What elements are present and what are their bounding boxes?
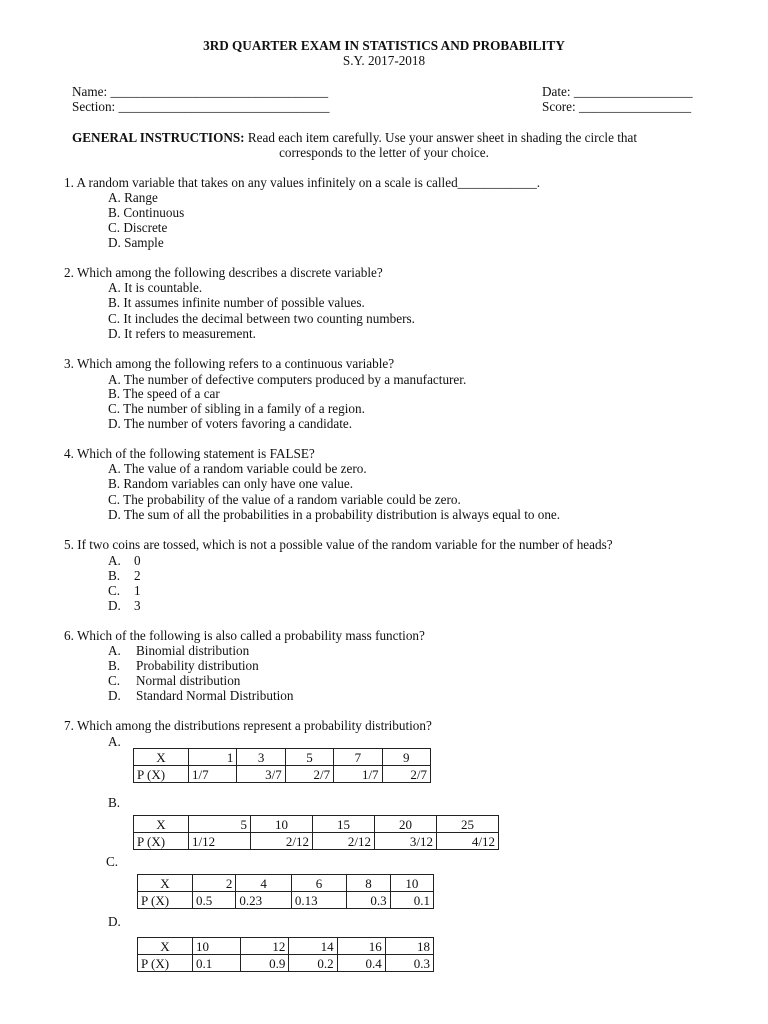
date-field: Date: __________________ (542, 84, 693, 99)
q5-choice-c (108, 583, 141, 598)
question-6-stem: 6. Which of the following is also called a probability mass function? (64, 628, 425, 643)
choice-text: Binomial distribution (136, 643, 250, 658)
q2-choice-d: D. It refers to measurement. (108, 326, 256, 341)
instructions-line2: corresponds to the letter of your choice. (279, 145, 489, 160)
q1-choice-d: D. Sample (108, 235, 164, 250)
q3-choice-b: B. The speed of a car (108, 386, 220, 401)
choice-letter: D. (108, 688, 121, 703)
p-value: 1/7 (189, 766, 237, 783)
x-value: 20 (375, 816, 437, 833)
q1-choice-c: C. Discrete (108, 220, 168, 235)
q2-choice-a: A. It is countable. (108, 280, 203, 295)
x-value: 15 (313, 816, 375, 833)
p-value: 0.3 (347, 892, 390, 909)
choice-letter: D. (108, 598, 121, 613)
x-value: 10 (390, 875, 433, 892)
x-label: X (134, 749, 189, 766)
instructions (72, 130, 637, 145)
p-value: 0.5 (193, 892, 236, 909)
p-value: 3/7 (237, 766, 285, 783)
choice-letter: B. (108, 568, 121, 583)
x-value: 4 (236, 875, 291, 892)
p-value: 0.4 (337, 955, 385, 972)
x-value: 14 (289, 938, 337, 955)
x-value: 2 (193, 875, 236, 892)
choice-text: Probability distribution (136, 658, 259, 673)
choice-letter: A. (108, 643, 121, 658)
x-value: 7 (334, 749, 382, 766)
q5-choice-d (108, 598, 141, 613)
choice-letter: A. (108, 553, 121, 568)
x-label: X (138, 875, 193, 892)
x-value: 6 (291, 875, 346, 892)
school-year: S.Y. 2017-2018 (342, 53, 426, 68)
choice-letter: C. (108, 673, 121, 688)
q7-option-c-letter: C. (106, 854, 119, 869)
section-field: Section: ________________________________ (72, 99, 330, 114)
q7-option-b-letter: B. (108, 795, 121, 810)
p-value: 2/7 (285, 766, 333, 783)
x-value: 5 (189, 816, 251, 833)
q7-table-d (137, 937, 434, 972)
x-value: 16 (337, 938, 385, 955)
q7-option-d-letter: D. (108, 914, 121, 929)
exam-title: 3RD QUARTER EXAM IN STATISTICS AND PROBABILITY (203, 38, 565, 53)
x-value: 1 (189, 749, 237, 766)
q3-choice-d: D. The number of voters favoring a candidate. (108, 416, 353, 431)
p-value: 0.2 (289, 955, 337, 972)
choice-text: 1 (134, 583, 141, 598)
question-2-stem: 2. Which among the following describes a discrete variable? (64, 265, 383, 280)
x-value: 3 (237, 749, 285, 766)
q4-choice-d: D. The sum of all the probabilities in a probability distribution is always equal to one. (108, 507, 561, 522)
p-label: P (X) (134, 833, 189, 850)
q6-choice-a (108, 643, 250, 658)
q5-choice-b (108, 568, 141, 583)
table-row-p (134, 766, 431, 783)
score-field: Score: _________________ (542, 99, 692, 114)
x-value: 25 (437, 816, 499, 833)
table-row-x (138, 938, 434, 955)
question-7-stem: 7. Which among the distributions represent a probability distribution? (64, 718, 432, 733)
choice-text: Standard Normal Distribution (136, 688, 294, 703)
p-label: P (X) (138, 892, 193, 909)
name-field: Name: _________________________________ (72, 84, 329, 99)
p-value: 1/7 (334, 766, 382, 783)
x-label: X (134, 816, 189, 833)
instructions-line1: Read each item carefully. Use your answer sheet in shading the circle that (247, 130, 637, 145)
q3-choice-c: C. The number of sibling in a family of a region. (108, 401, 365, 416)
p-value: 3/12 (375, 833, 437, 850)
choice-letter: B. (108, 658, 121, 673)
q6-choice-b (108, 658, 259, 673)
instructions-label: GENERAL INSTRUCTIONS: (72, 130, 245, 145)
question-3-stem: 3. Which among the following refers to a continuous variable? (64, 356, 395, 371)
x-value: 9 (382, 749, 430, 766)
q2-choice-b: B. It assumes infinite number of possible values. (108, 295, 365, 310)
q7-table-a (133, 748, 431, 783)
table-row-x (134, 749, 431, 766)
x-value: 5 (285, 749, 333, 766)
p-value: 4/12 (437, 833, 499, 850)
q4-choice-b: B. Random variables can only have one value. (108, 476, 353, 491)
p-value: 0.3 (385, 955, 433, 972)
p-value: 2/12 (313, 833, 375, 850)
p-value: 0.1 (390, 892, 433, 909)
question-4-stem: 4. Which of the following statement is FALSE? (64, 446, 315, 461)
q1-choice-b: B. Continuous (108, 205, 185, 220)
table-row-p (134, 833, 499, 850)
table-row-p (138, 892, 434, 909)
p-value: 2/12 (251, 833, 313, 850)
p-value: 0.13 (291, 892, 346, 909)
choice-text: 0 (134, 553, 141, 568)
x-value: 8 (347, 875, 390, 892)
q6-choice-c (108, 673, 241, 688)
q4-choice-a: A. The value of a random variable could be zero. (108, 461, 367, 476)
p-value: 2/7 (382, 766, 430, 783)
q4-choice-c: C. The probability of the value of a random variable could be zero. (108, 492, 461, 507)
question-5-stem: 5. If two coins are tossed, which is not a possible value of the random variable for the number of heads? (64, 537, 613, 552)
q7-table-c (137, 874, 434, 909)
p-value: 0.23 (236, 892, 291, 909)
choice-text: Normal distribution (136, 673, 241, 688)
p-value: 1/12 (189, 833, 251, 850)
p-value: 0.9 (241, 955, 289, 972)
x-value: 18 (385, 938, 433, 955)
choice-letter: C. (108, 583, 121, 598)
choice-text: 2 (134, 568, 141, 583)
q5-choice-a (108, 553, 141, 568)
x-value: 12 (241, 938, 289, 955)
q3-choice-a: A. The number of defective computers produced by a manufacturer. (108, 372, 467, 387)
q7-option-a-letter: A. (108, 734, 121, 749)
p-label: P (X) (138, 955, 193, 972)
choice-text: 3 (134, 598, 141, 613)
x-label: X (138, 938, 193, 955)
q6-choice-d (108, 688, 294, 703)
q7-table-b (133, 815, 499, 850)
p-value: 0.1 (193, 955, 241, 972)
q1-choice-a: A. Range (108, 190, 158, 205)
q2-choice-c: C. It includes the decimal between two counting numbers. (108, 311, 415, 326)
x-value: 10 (251, 816, 313, 833)
p-label: P (X) (134, 766, 189, 783)
table-row-p (138, 955, 434, 972)
question-1-stem: 1. A random variable that takes on any values infinitely on a scale is called____________. (64, 175, 541, 190)
table-row-x (138, 875, 434, 892)
table-row-x (134, 816, 499, 833)
x-value: 10 (193, 938, 241, 955)
